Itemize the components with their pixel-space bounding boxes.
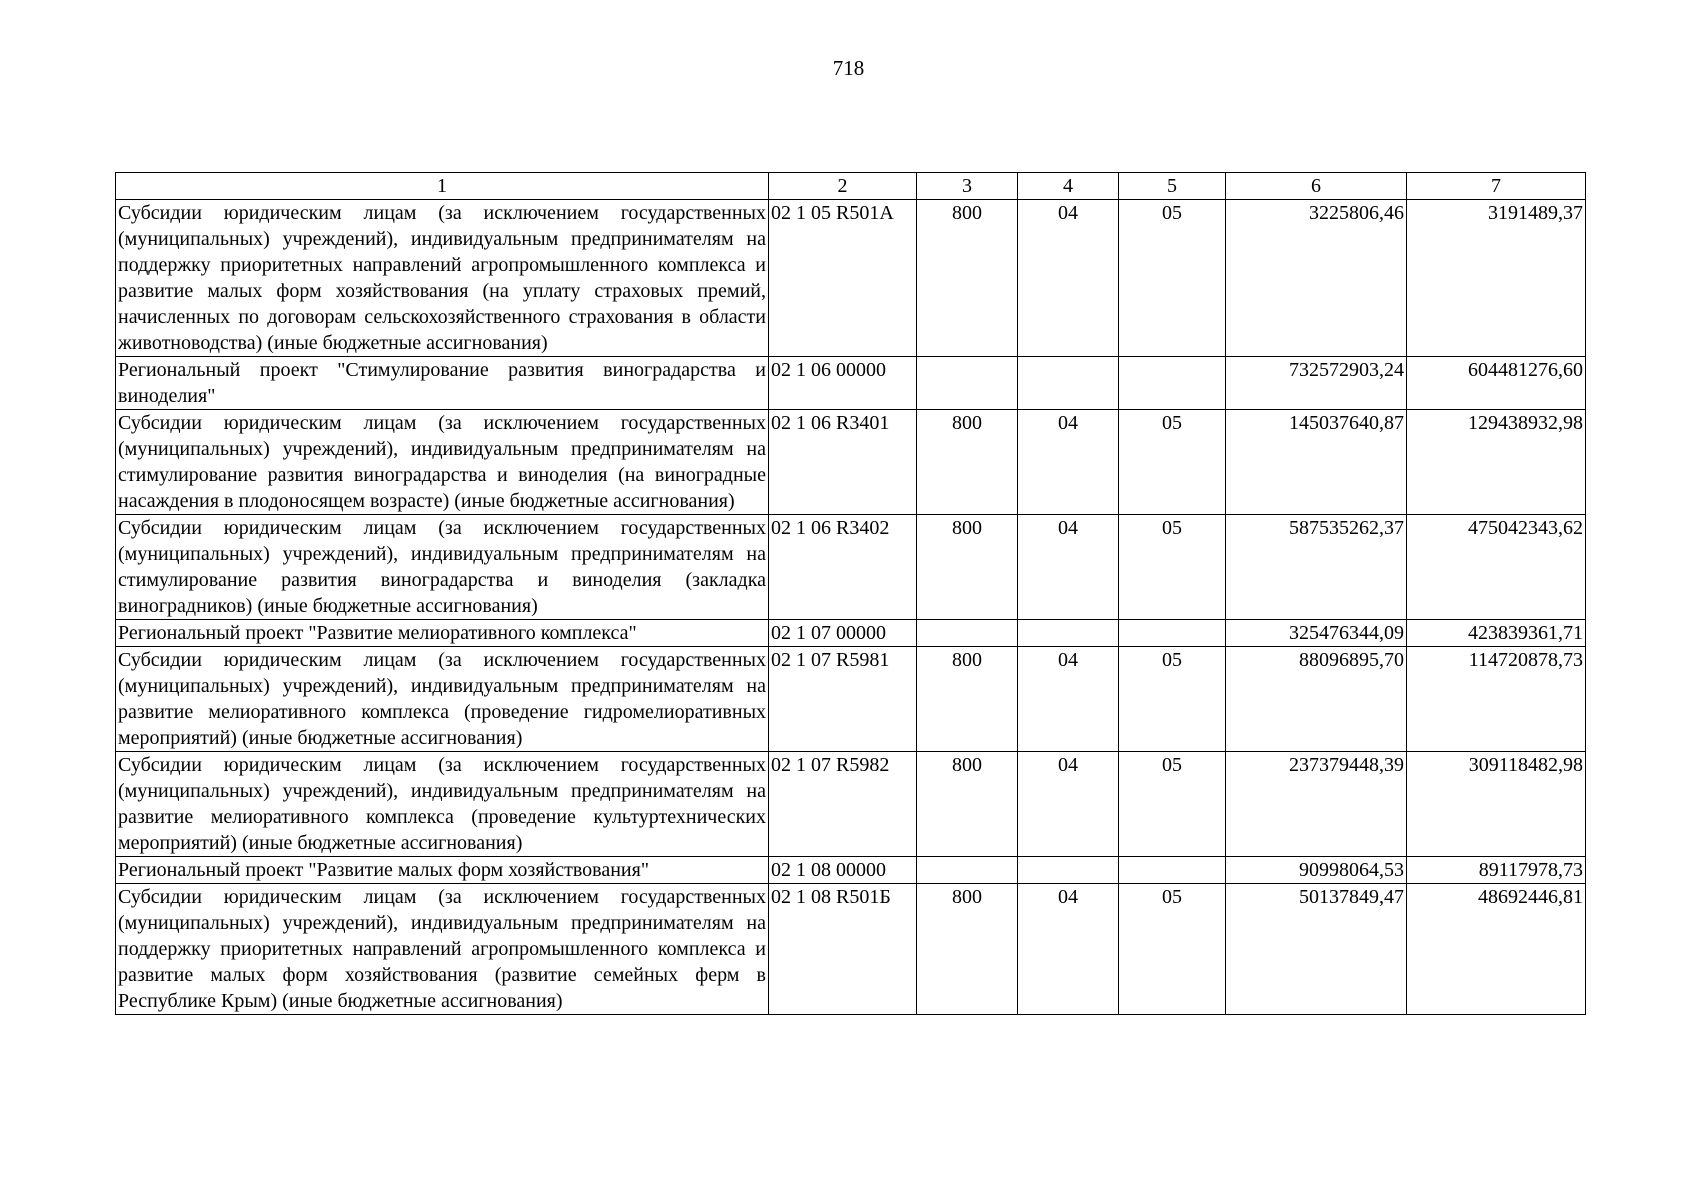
row-col4: 04 [1018, 515, 1119, 620]
row-description: Субсидии юридическим лицам (за исключением государственных (муниципальных) учреждений), индивидуальным предпринимателям на развитие мелиоративного комплекса (проведение культуртехнических мероприятий) (иные бюджетные ассигнования) [116, 752, 769, 857]
row-description: Субсидии юридическим лицам (за исключением государственных (муниципальных) учреждений), индивидуальным предпринимателям на поддержку приоритетных направлений агропромышленного комплекса и развитие малых форм хозяйствования (развитие семейных ферм в Республике Крым) (иные бюджетные ассигнования) [116, 884, 769, 1015]
row-code: 02 1 06 R3401 [769, 410, 917, 515]
row-col6: 50137849,47 [1226, 884, 1407, 1015]
row-col3: 800 [917, 647, 1018, 752]
row-code: 02 1 07 R5981 [769, 647, 917, 752]
column-header: 6 [1226, 173, 1407, 200]
row-col3: 800 [917, 515, 1018, 620]
row-col7: 114720878,73 [1407, 647, 1586, 752]
row-col4: 04 [1018, 200, 1119, 357]
table-row [116, 515, 1586, 620]
row-col5: 05 [1119, 410, 1226, 515]
row-description: Региональный проект "Развитие мелиоративного комплекса" [116, 620, 769, 647]
row-col6: 587535262,37 [1226, 515, 1407, 620]
row-code: 02 1 06 R3402 [769, 515, 917, 620]
row-col3 [917, 620, 1018, 647]
row-col5 [1119, 857, 1226, 884]
row-description: Региональный проект "Стимулирование развития виноградарства и виноделия" [116, 357, 769, 410]
column-header: 7 [1407, 173, 1586, 200]
row-col5 [1119, 357, 1226, 410]
row-col7: 89117978,73 [1407, 857, 1586, 884]
column-header: 4 [1018, 173, 1119, 200]
budget-table [115, 172, 1586, 1015]
row-col4 [1018, 357, 1119, 410]
row-col7: 423839361,71 [1407, 620, 1586, 647]
row-col3: 800 [917, 200, 1018, 357]
row-col6: 237379448,39 [1226, 752, 1407, 857]
row-col4: 04 [1018, 752, 1119, 857]
row-col4: 04 [1018, 647, 1119, 752]
row-col7: 475042343,62 [1407, 515, 1586, 620]
page-number: 718 [832, 56, 865, 80]
row-col5 [1119, 620, 1226, 647]
column-header: 1 [116, 173, 769, 200]
row-col6: 90998064,53 [1226, 857, 1407, 884]
table-row [116, 620, 1586, 647]
row-col6: 145037640,87 [1226, 410, 1407, 515]
row-col3: 800 [917, 884, 1018, 1015]
row-code: 02 1 07 R5982 [769, 752, 917, 857]
row-description: Субсидии юридическим лицам (за исключением государственных (муниципальных) учреждений), индивидуальным предпринимателям на поддержку приоритетных направлений агропромышленного комплекса и развитие малых форм хозяйствования (на уплату страховых премий, начисленных по договорам сельскохозяйственного страхования в области животноводства) (иные бюджетные ассигнования) [116, 200, 769, 357]
row-col7: 604481276,60 [1407, 357, 1586, 410]
row-col7: 309118482,98 [1407, 752, 1586, 857]
table-row [116, 410, 1586, 515]
table-row [116, 752, 1586, 857]
row-col5: 05 [1119, 200, 1226, 357]
header-row [116, 173, 1586, 200]
row-col5: 05 [1119, 752, 1226, 857]
row-description: Региональный проект "Развитие малых форм хозяйствования" [116, 857, 769, 884]
row-description: Субсидии юридическим лицам (за исключением государственных (муниципальных) учреждений), индивидуальным предпринимателям на развитие мелиоративного комплекса (проведение гидромелиоративных мероприятий) (иные бюджетные ассигнования) [116, 647, 769, 752]
row-col3: 800 [917, 410, 1018, 515]
row-code: 02 1 06 00000 [769, 357, 917, 410]
row-col3: 800 [917, 752, 1018, 857]
row-col6: 88096895,70 [1226, 647, 1407, 752]
row-code: 02 1 05 R501A [769, 200, 917, 357]
row-code: 02 1 08 00000 [769, 857, 917, 884]
row-col6: 732572903,24 [1226, 357, 1407, 410]
column-header: 2 [769, 173, 917, 200]
row-description: Субсидии юридическим лицам (за исключением государственных (муниципальных) учреждений), индивидуальным предпринимателям на стимулирование развития виноградарства и виноделия (на виноградные насаждения в плодоносящем возрасте) (иные бюджетные ассигнования) [116, 410, 769, 515]
row-col3 [917, 857, 1018, 884]
row-description: Субсидии юридическим лицам (за исключением государственных (муниципальных) учреждений), индивидуальным предпринимателям на стимулирование развития виноградарства и виноделия (закладка виноградников) (иные бюджетные ассигнования) [116, 515, 769, 620]
row-col4: 04 [1018, 410, 1119, 515]
table-row [116, 357, 1586, 410]
row-col7: 48692446,81 [1407, 884, 1586, 1015]
row-col5: 05 [1119, 647, 1226, 752]
row-col4 [1018, 620, 1119, 647]
table-row [116, 884, 1586, 1015]
table-row [116, 647, 1586, 752]
row-col6: 3225806,46 [1226, 200, 1407, 357]
row-col6: 325476344,09 [1226, 620, 1407, 647]
row-col4 [1018, 857, 1119, 884]
row-col7: 129438932,98 [1407, 410, 1586, 515]
row-code: 02 1 07 00000 [769, 620, 917, 647]
table-row [116, 857, 1586, 884]
table-row [116, 200, 1586, 357]
row-col5: 05 [1119, 884, 1226, 1015]
row-col5: 05 [1119, 515, 1226, 620]
row-code: 02 1 08 R501Б [769, 884, 917, 1015]
row-col7: 3191489,37 [1407, 200, 1586, 357]
column-header: 5 [1119, 173, 1226, 200]
column-header: 3 [917, 173, 1018, 200]
row-col3 [917, 357, 1018, 410]
row-col4: 04 [1018, 884, 1119, 1015]
